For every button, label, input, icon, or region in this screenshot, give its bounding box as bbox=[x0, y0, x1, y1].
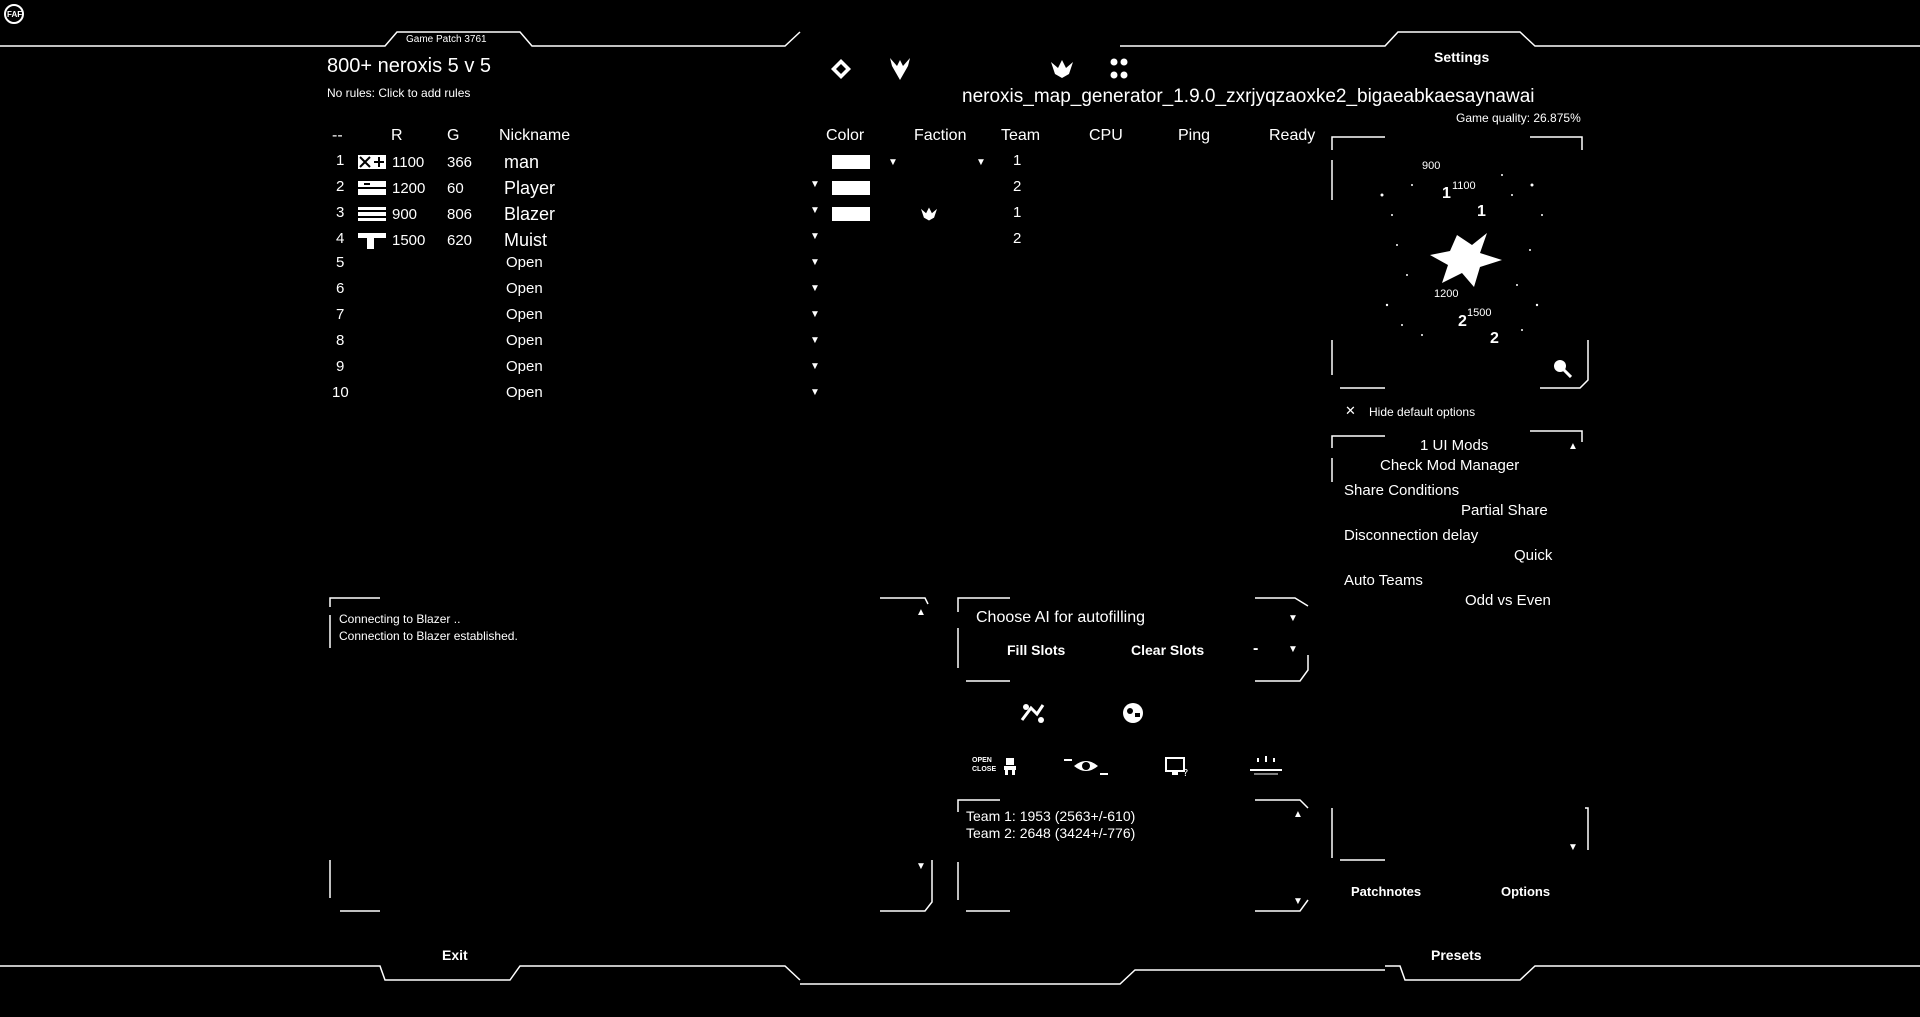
faction-dropdown-arrow-icon[interactable]: ▼ bbox=[976, 157, 986, 168]
player-dropdown-arrow-icon[interactable]: ▼ bbox=[810, 179, 820, 190]
auto-balance-icon[interactable] bbox=[1120, 700, 1146, 726]
map-preview[interactable] bbox=[1362, 155, 1562, 355]
slot-dropdown-arrow-icon[interactable]: ▼ bbox=[810, 387, 820, 398]
player-row[interactable] bbox=[0, 228, 1920, 254]
restricted-units-icon[interactable] bbox=[1248, 754, 1284, 778]
map-team-marker: 1 bbox=[1477, 203, 1486, 220]
flag-icon bbox=[358, 207, 386, 221]
ai-count-select[interactable]: - bbox=[1253, 640, 1259, 657]
col-ping: Ping bbox=[1178, 127, 1211, 144]
player-color-swatch[interactable] bbox=[832, 207, 870, 221]
chat-scroll-down-icon[interactable]: ▼ bbox=[916, 861, 926, 872]
player-games: 60 bbox=[447, 180, 464, 197]
player-team[interactable]: 2 bbox=[1013, 178, 1022, 195]
mods-hint[interactable]: Check Mod Manager bbox=[1380, 457, 1520, 474]
option-value[interactable]: Quick bbox=[1514, 547, 1553, 564]
player-rating: 1500 bbox=[392, 232, 426, 249]
mods-count[interactable]: 1 UI Mods bbox=[1420, 437, 1489, 454]
col-games: G bbox=[447, 127, 460, 144]
faf-logo-icon[interactable]: FAF bbox=[4, 4, 24, 24]
seraphim-faction-icon[interactable] bbox=[1108, 57, 1130, 81]
player-row[interactable] bbox=[0, 176, 1920, 202]
player-color-swatch[interactable] bbox=[832, 181, 870, 195]
player-team[interactable]: 1 bbox=[1013, 152, 1022, 169]
map-player-rating-label: 900 bbox=[1422, 160, 1441, 172]
slot-dropdown-arrow-icon[interactable]: ▼ bbox=[810, 335, 820, 346]
open-slot-row[interactable] bbox=[0, 254, 1920, 280]
options-button[interactable]: Options bbox=[1501, 884, 1551, 899]
slot-dropdown-arrow-icon[interactable]: ▼ bbox=[810, 361, 820, 372]
hide-defaults-checkbox-icon[interactable]: ✕ bbox=[1345, 403, 1356, 418]
player-nickname[interactable]: Muist bbox=[504, 230, 548, 250]
map-zoom-icon[interactable] bbox=[1552, 358, 1572, 378]
slot-number: 7 bbox=[336, 306, 345, 323]
game-rules[interactable]: No rules: Click to add rules bbox=[327, 86, 471, 100]
open-slot-row[interactable] bbox=[0, 384, 1920, 410]
map-team-marker: 2 bbox=[1490, 330, 1499, 347]
ai-count-dropdown-icon[interactable]: ▼ bbox=[1288, 644, 1298, 655]
cybran-faction-icon[interactable] bbox=[1050, 58, 1074, 80]
open-slot-row[interactable] bbox=[0, 306, 1920, 332]
player-games: 806 bbox=[447, 206, 473, 223]
col-faction: Faction bbox=[914, 127, 967, 144]
player-team[interactable]: 2 bbox=[1013, 230, 1022, 247]
player-games: 366 bbox=[447, 154, 473, 171]
ai-select-dropdown-icon[interactable]: ▼ bbox=[1288, 613, 1298, 624]
slot-number: 6 bbox=[336, 280, 345, 297]
ping-check-icon[interactable] bbox=[1164, 756, 1190, 778]
chat-scroll-up-icon[interactable]: ▲ bbox=[916, 607, 926, 618]
uef-faction-icon[interactable] bbox=[830, 58, 852, 80]
slot-number: 3 bbox=[336, 204, 345, 221]
slot-dropdown-arrow-icon[interactable]: ▼ bbox=[810, 283, 820, 294]
teams-scroll-down-icon[interactable]: ▼ bbox=[1293, 896, 1303, 907]
col-rating: R bbox=[391, 127, 403, 144]
teams-scroll-up-icon[interactable]: ▲ bbox=[1293, 809, 1303, 820]
option-value[interactable]: Partial Share bbox=[1461, 502, 1548, 519]
open-slot-row[interactable] bbox=[0, 358, 1920, 384]
slot-status[interactable]: Open bbox=[506, 254, 543, 271]
col-slot: -- bbox=[332, 127, 343, 144]
slot-status[interactable]: Open bbox=[506, 332, 543, 349]
option-value[interactable]: Odd vs Even bbox=[1465, 592, 1551, 609]
svg-text:?: ? bbox=[1183, 768, 1189, 778]
option-label: Auto Teams bbox=[1344, 572, 1423, 589]
slot-number: 5 bbox=[336, 254, 345, 271]
option-label: Share Conditions bbox=[1344, 482, 1460, 499]
player-team[interactable]: 1 bbox=[1013, 204, 1022, 221]
slot-status[interactable]: Open bbox=[506, 358, 543, 375]
slot-status[interactable]: Open bbox=[506, 280, 543, 297]
team-1-rating: Team 1: 1953 (2563+/-610) bbox=[966, 808, 1136, 824]
col-ready: Ready bbox=[1269, 127, 1316, 144]
color-dropdown-arrow-icon[interactable]: ▼ bbox=[888, 157, 898, 168]
clear-slots-button[interactable]: Clear Slots bbox=[1131, 642, 1205, 658]
slot-status[interactable]: Open bbox=[506, 306, 543, 323]
presets-button[interactable]: Presets bbox=[1431, 947, 1482, 963]
fill-slots-button[interactable]: Fill Slots bbox=[1007, 642, 1066, 658]
slot-number: 10 bbox=[332, 384, 349, 401]
team-2-rating: Team 2: 2648 (3424+/-776) bbox=[966, 825, 1136, 841]
map-name-clip bbox=[962, 84, 1592, 110]
map-name[interactable]: neroxis_map_generator_1.9.0_zxrjyqzaoxke2_bigaeabkaesaynawai bbox=[962, 86, 1535, 107]
col-cpu: CPU bbox=[1089, 127, 1123, 144]
map-player-rating-label: 1200 bbox=[1434, 288, 1459, 300]
ai-select[interactable]: Choose AI for autofilling bbox=[976, 609, 1145, 626]
player-row[interactable] bbox=[0, 150, 1920, 176]
random-map-icon[interactable] bbox=[1019, 700, 1047, 726]
chat-input[interactable] bbox=[340, 862, 900, 902]
player-rating: 1100 bbox=[392, 154, 425, 171]
patchnotes-button[interactable]: Patchnotes bbox=[1351, 884, 1422, 899]
player-nickname[interactable]: man bbox=[504, 152, 540, 172]
exit-button[interactable]: Exit bbox=[442, 947, 468, 963]
col-team: Team bbox=[1001, 127, 1041, 144]
player-row[interactable] bbox=[0, 202, 1920, 228]
flag-icon bbox=[358, 155, 386, 169]
col-nickname: Nickname bbox=[499, 127, 571, 144]
option-label: Disconnection delay bbox=[1344, 527, 1479, 544]
game-title[interactable]: 800+ neroxis 5 v 5 bbox=[327, 55, 491, 77]
cybran-faction-icon[interactable] bbox=[920, 206, 938, 222]
slot-number: 4 bbox=[336, 230, 345, 247]
mods-scroll-up-icon[interactable]: ▲ bbox=[1568, 441, 1578, 452]
panel-scroll-down-icon[interactable]: ▼ bbox=[1568, 842, 1578, 853]
slot-dropdown-arrow-icon[interactable]: ▼ bbox=[810, 257, 820, 268]
open-close-slots-icon[interactable]: OPEN CLOSE bbox=[972, 754, 1020, 778]
slot-dropdown-arrow-icon[interactable]: ▼ bbox=[810, 309, 820, 320]
aeon-faction-icon[interactable] bbox=[889, 56, 911, 82]
slot-number: 9 bbox=[336, 358, 345, 375]
slot-number: 1 bbox=[336, 152, 345, 169]
map-team-marker: 1 bbox=[1442, 185, 1451, 202]
player-color-swatch[interactable] bbox=[832, 155, 870, 169]
player-dropdown-arrow-icon[interactable]: ▼ bbox=[810, 231, 820, 242]
chat-line: Connection to Blazer established. bbox=[339, 629, 518, 643]
map-player-rating-label: 1100 bbox=[1452, 180, 1476, 192]
player-nickname[interactable]: Player bbox=[504, 178, 556, 198]
game-quality: Game quality: 26.875% bbox=[1456, 111, 1581, 125]
slot-number: 8 bbox=[336, 332, 345, 349]
open-slot-row[interactable] bbox=[0, 280, 1920, 306]
map-team-marker: 2 bbox=[1458, 313, 1467, 330]
game-patch-label: Game Patch 3761 bbox=[406, 34, 487, 45]
observers-icon[interactable] bbox=[1062, 754, 1110, 778]
player-rating: 900 bbox=[392, 206, 418, 223]
flag-icon bbox=[358, 233, 386, 247]
map-player-rating-label: 1500 bbox=[1467, 307, 1492, 319]
flag-icon bbox=[358, 181, 386, 195]
col-color: Color bbox=[826, 127, 865, 144]
player-nickname[interactable]: Blazer bbox=[504, 204, 556, 224]
slot-number: 2 bbox=[336, 178, 345, 195]
player-rating: 1200 bbox=[392, 180, 426, 197]
player-dropdown-arrow-icon[interactable]: ▼ bbox=[810, 205, 820, 216]
hide-defaults-label[interactable]: Hide default options bbox=[1369, 405, 1476, 419]
open-slot-row[interactable] bbox=[0, 332, 1920, 358]
settings-button[interactable]: Settings bbox=[1434, 49, 1490, 65]
player-games: 620 bbox=[447, 232, 473, 249]
slot-status[interactable]: Open bbox=[506, 384, 543, 401]
chat-line: Connecting to Blazer .. bbox=[339, 612, 461, 626]
